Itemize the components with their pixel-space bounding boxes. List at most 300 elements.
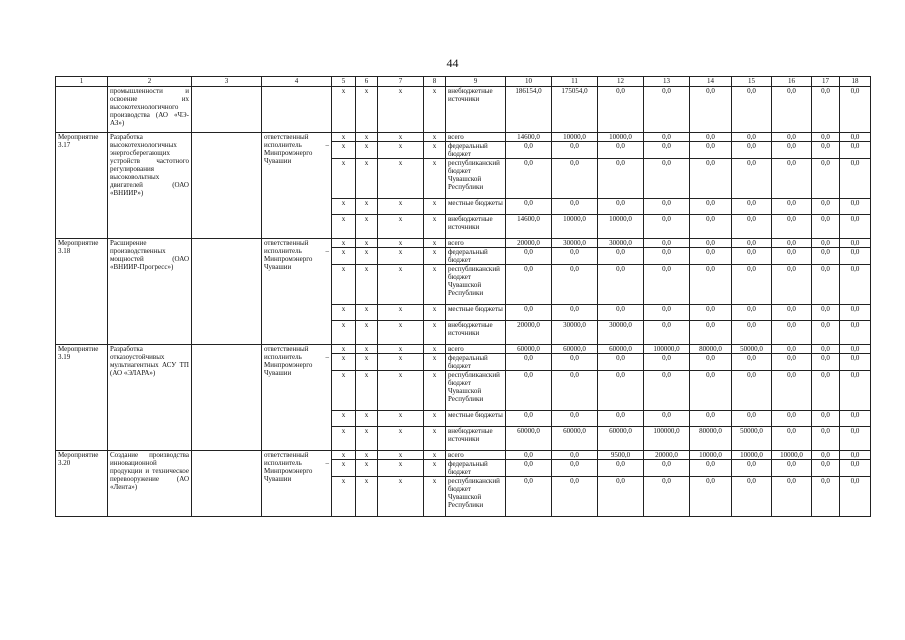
x-mark: х xyxy=(356,239,378,248)
x-mark: х xyxy=(332,460,356,477)
amount-cell: 0,0 xyxy=(644,199,690,215)
amount-cell: 30000,0 xyxy=(598,239,644,248)
x-mark: х xyxy=(378,411,424,427)
x-mark: х xyxy=(424,371,446,411)
amount-cell: 0,0 xyxy=(772,411,812,427)
x-mark: х xyxy=(424,142,446,159)
amount-cell: 0,0 xyxy=(506,265,552,305)
amount-cell: 0,0 xyxy=(506,248,552,265)
executor-cell: ответственный исполнитель – Минпромэнерго Чувашии xyxy=(262,133,332,239)
x-mark: х xyxy=(378,199,424,215)
amount-cell: 0,0 xyxy=(812,371,840,411)
amount-cell: 0,0 xyxy=(840,248,871,265)
executor-cell: ответственный исполнитель – Минпромэнерго Чувашии xyxy=(262,451,332,517)
program-table xyxy=(55,76,871,517)
amount-cell: 0,0 xyxy=(506,305,552,321)
amount-cell: 0,0 xyxy=(690,460,732,477)
amount-cell: 0,0 xyxy=(812,159,840,199)
amount-cell: 0,0 xyxy=(840,321,871,345)
amount-cell: 0,0 xyxy=(812,265,840,305)
amount-cell: 10000,0 xyxy=(772,451,812,460)
x-mark: х xyxy=(356,87,378,133)
x-mark: х xyxy=(332,321,356,345)
header-row xyxy=(56,77,871,87)
amount-cell: 0,0 xyxy=(772,477,812,517)
amount-cell: 0,0 xyxy=(840,305,871,321)
column-number: 8 xyxy=(424,77,446,87)
amount-cell: 0,0 xyxy=(732,239,772,248)
amount-cell: 0,0 xyxy=(506,354,552,371)
amount-cell: 0,0 xyxy=(552,159,598,199)
amount-cell: 0,0 xyxy=(772,305,812,321)
amount-cell: 0,0 xyxy=(552,411,598,427)
funding-source: всего xyxy=(446,239,506,248)
executor-cell: ответственный исполнитель – Минпромэнерго Чувашии xyxy=(262,345,332,451)
x-mark: х xyxy=(356,460,378,477)
amount-cell: 100000,0 xyxy=(644,427,690,451)
x-mark: х xyxy=(424,239,446,248)
amount-cell: 0,0 xyxy=(506,371,552,411)
amount-cell: 10000,0 xyxy=(598,133,644,142)
amount-cell: 14600,0 xyxy=(506,133,552,142)
amount-cell: 0,0 xyxy=(506,199,552,215)
amount-cell: 0,0 xyxy=(732,460,772,477)
column-number: 17 xyxy=(812,77,840,87)
amount-cell: 0,0 xyxy=(812,451,840,460)
amount-cell: 0,0 xyxy=(598,159,644,199)
measure-title: Разработка отказоустойчивых мультиагентных АСУ ТП (АО «ЭЛАРА») xyxy=(108,345,192,451)
x-mark: х xyxy=(356,142,378,159)
amount-cell: 0,0 xyxy=(840,460,871,477)
amount-cell: 0,0 xyxy=(732,371,772,411)
amount-cell: 20000,0 xyxy=(506,321,552,345)
amount-cell: 0,0 xyxy=(812,460,840,477)
page-number: 44 xyxy=(446,56,459,70)
amount-cell: 0,0 xyxy=(598,265,644,305)
amount-cell: 0,0 xyxy=(732,411,772,427)
x-mark: х xyxy=(378,87,424,133)
x-mark: х xyxy=(356,159,378,199)
x-mark: х xyxy=(332,411,356,427)
column-number: 13 xyxy=(644,77,690,87)
x-mark: х xyxy=(332,371,356,411)
x-mark: х xyxy=(424,133,446,142)
funding-source: внебюджетные источники xyxy=(446,87,506,133)
table-row xyxy=(56,345,871,354)
amount-cell: 0,0 xyxy=(732,305,772,321)
amount-cell: 0,0 xyxy=(772,345,812,354)
x-mark: х xyxy=(378,345,424,354)
x-mark: х xyxy=(332,239,356,248)
measure-title: Расширение производственных мощностей (ОАО «ВНИИР-Прогресс») xyxy=(108,239,192,345)
amount-cell: 0,0 xyxy=(840,427,871,451)
executor-cell: ответственный исполнитель – Минпромэнерго Чувашии xyxy=(262,239,332,345)
amount-cell: 0,0 xyxy=(552,142,598,159)
amount-cell: 0,0 xyxy=(690,354,732,371)
column-number: 18 xyxy=(840,77,871,87)
x-mark: х xyxy=(332,215,356,239)
x-mark: х xyxy=(378,142,424,159)
amount-cell: 0,0 xyxy=(840,215,871,239)
x-mark: х xyxy=(424,427,446,451)
x-mark: х xyxy=(332,199,356,215)
amount-cell: 0,0 xyxy=(812,142,840,159)
amount-cell: 0,0 xyxy=(644,133,690,142)
funding-source: местные бюджеты xyxy=(446,411,506,427)
amount-cell: 0,0 xyxy=(732,142,772,159)
amount-cell: 0,0 xyxy=(812,248,840,265)
x-mark: х xyxy=(424,411,446,427)
x-mark: х xyxy=(356,215,378,239)
amount-cell: 0,0 xyxy=(840,371,871,411)
amount-cell: 0,0 xyxy=(772,142,812,159)
amount-cell: 0,0 xyxy=(772,215,812,239)
x-mark: х xyxy=(356,321,378,345)
amount-cell: 0,0 xyxy=(552,265,598,305)
amount-cell: 0,0 xyxy=(772,460,812,477)
amount-cell: 186154,0 xyxy=(506,87,552,133)
x-mark: х xyxy=(332,133,356,142)
empty-cell xyxy=(192,239,262,345)
amount-cell: 0,0 xyxy=(506,460,552,477)
amount-cell: 10000,0 xyxy=(552,133,598,142)
amount-cell: 0,0 xyxy=(772,321,812,345)
executor-cell xyxy=(262,87,332,133)
x-mark: х xyxy=(356,133,378,142)
amount-cell: 0,0 xyxy=(552,451,598,460)
amount-cell: 0,0 xyxy=(690,133,732,142)
x-mark: х xyxy=(332,477,356,517)
amount-cell: 0,0 xyxy=(644,265,690,305)
amount-cell: 0,0 xyxy=(732,321,772,345)
amount-cell: 0,0 xyxy=(772,133,812,142)
amount-cell: 0,0 xyxy=(690,159,732,199)
column-number: 11 xyxy=(552,77,598,87)
x-mark: х xyxy=(424,265,446,305)
amount-cell: 10000,0 xyxy=(598,215,644,239)
amount-cell: 0,0 xyxy=(644,371,690,411)
amount-cell: 0,0 xyxy=(732,265,772,305)
column-number: 9 xyxy=(446,77,506,87)
x-mark: х xyxy=(378,477,424,517)
amount-cell: 0,0 xyxy=(552,248,598,265)
x-mark: х xyxy=(378,265,424,305)
amount-cell: 0,0 xyxy=(840,354,871,371)
amount-cell: 0,0 xyxy=(644,142,690,159)
x-mark: х xyxy=(332,159,356,199)
amount-cell: 0,0 xyxy=(812,87,840,133)
amount-cell: 0,0 xyxy=(812,427,840,451)
x-mark: х xyxy=(378,460,424,477)
x-mark: х xyxy=(332,265,356,305)
amount-cell: 20000,0 xyxy=(506,239,552,248)
amount-cell: 10000,0 xyxy=(732,451,772,460)
x-mark: х xyxy=(424,477,446,517)
x-mark: х xyxy=(332,354,356,371)
x-mark: х xyxy=(378,248,424,265)
table-row xyxy=(56,451,871,460)
amount-cell: 0,0 xyxy=(644,460,690,477)
amount-cell: 0,0 xyxy=(644,411,690,427)
funding-source: внебюджетные источники xyxy=(446,321,506,345)
amount-cell: 0,0 xyxy=(732,354,772,371)
table-row xyxy=(56,133,871,142)
amount-cell: 30000,0 xyxy=(552,239,598,248)
x-mark: х xyxy=(424,159,446,199)
column-number: 14 xyxy=(690,77,732,87)
amount-cell: 0,0 xyxy=(690,321,732,345)
amount-cell: 0,0 xyxy=(690,215,732,239)
amount-cell: 0,0 xyxy=(644,248,690,265)
x-mark: х xyxy=(424,87,446,133)
x-mark: х xyxy=(356,305,378,321)
x-mark: х xyxy=(378,427,424,451)
amount-cell: 0,0 xyxy=(840,87,871,133)
column-number: 5 xyxy=(332,77,356,87)
column-number: 4 xyxy=(262,77,332,87)
x-mark: х xyxy=(356,477,378,517)
x-mark: х xyxy=(424,199,446,215)
column-number: 15 xyxy=(732,77,772,87)
amount-cell: 10000,0 xyxy=(690,451,732,460)
x-mark: х xyxy=(332,345,356,354)
amount-cell: 0,0 xyxy=(772,159,812,199)
amount-cell: 0,0 xyxy=(840,142,871,159)
amount-cell: 30000,0 xyxy=(598,321,644,345)
amount-cell: 10000,0 xyxy=(552,215,598,239)
amount-cell: 0,0 xyxy=(598,248,644,265)
amount-cell: 0,0 xyxy=(690,411,732,427)
x-mark: х xyxy=(332,248,356,265)
funding-source: внебюджетные источники xyxy=(446,215,506,239)
funding-source: всего xyxy=(446,133,506,142)
amount-cell: 0,0 xyxy=(690,305,732,321)
x-mark: х xyxy=(424,345,446,354)
amount-cell: 0,0 xyxy=(552,371,598,411)
amount-cell: 0,0 xyxy=(732,248,772,265)
amount-cell: 0,0 xyxy=(812,411,840,427)
amount-cell: 0,0 xyxy=(506,451,552,460)
x-mark: х xyxy=(332,142,356,159)
measure-cell: Мероприятие 3.20 xyxy=(56,451,108,517)
funding-source: местные бюджеты xyxy=(446,199,506,215)
measure-cell: Мероприятие 3.17 xyxy=(56,133,108,239)
funding-source: всего xyxy=(446,451,506,460)
amount-cell: 0,0 xyxy=(812,321,840,345)
column-number: 6 xyxy=(356,77,378,87)
amount-cell: 0,0 xyxy=(732,133,772,142)
amount-cell: 50000,0 xyxy=(732,427,772,451)
amount-cell: 0,0 xyxy=(690,265,732,305)
funding-source: федеральный бюджет xyxy=(446,142,506,159)
amount-cell: 0,0 xyxy=(732,215,772,239)
measure-cell xyxy=(56,87,108,133)
amount-cell: 0,0 xyxy=(644,239,690,248)
x-mark: х xyxy=(332,87,356,133)
x-mark: х xyxy=(378,215,424,239)
empty-cell xyxy=(192,133,262,239)
x-mark: х xyxy=(356,427,378,451)
amount-cell: 60000,0 xyxy=(598,427,644,451)
x-mark: х xyxy=(356,248,378,265)
x-mark: х xyxy=(378,305,424,321)
amount-cell: 0,0 xyxy=(732,87,772,133)
amount-cell: 0,0 xyxy=(552,460,598,477)
x-mark: х xyxy=(424,451,446,460)
table-row xyxy=(56,239,871,248)
amount-cell: 0,0 xyxy=(598,87,644,133)
amount-cell: 0,0 xyxy=(840,411,871,427)
x-mark: х xyxy=(356,345,378,354)
amount-cell: 80000,0 xyxy=(690,427,732,451)
amount-cell: 0,0 xyxy=(732,159,772,199)
amount-cell: 0,0 xyxy=(598,411,644,427)
amount-cell: 0,0 xyxy=(644,215,690,239)
amount-cell: 60000,0 xyxy=(552,427,598,451)
amount-cell: 60000,0 xyxy=(506,345,552,354)
measure-cell: Мероприятие 3.19 xyxy=(56,345,108,451)
x-mark: х xyxy=(378,371,424,411)
amount-cell: 0,0 xyxy=(772,87,812,133)
amount-cell: 9500,0 xyxy=(598,451,644,460)
amount-cell: 100000,0 xyxy=(644,345,690,354)
funding-source: внебюджетные источники xyxy=(446,427,506,451)
x-mark: х xyxy=(356,371,378,411)
x-mark: х xyxy=(356,354,378,371)
x-mark: х xyxy=(378,354,424,371)
funding-source: федеральный бюджет xyxy=(446,460,506,477)
amount-cell: 0,0 xyxy=(812,199,840,215)
amount-cell: 0,0 xyxy=(506,159,552,199)
amount-cell: 0,0 xyxy=(812,215,840,239)
amount-cell: 0,0 xyxy=(840,477,871,517)
funding-source: всего xyxy=(446,345,506,354)
funding-source: республиканский бюджет Чувашской Республики xyxy=(446,265,506,305)
funding-source: республиканский бюджет Чувашской Республики xyxy=(446,477,506,517)
amount-cell: 0,0 xyxy=(598,354,644,371)
amount-cell: 0,0 xyxy=(644,321,690,345)
amount-cell: 0,0 xyxy=(690,87,732,133)
amount-cell: 30000,0 xyxy=(552,321,598,345)
amount-cell: 20000,0 xyxy=(644,451,690,460)
amount-cell: 0,0 xyxy=(732,477,772,517)
amount-cell: 0,0 xyxy=(552,354,598,371)
x-mark: х xyxy=(378,321,424,345)
amount-cell: 0,0 xyxy=(552,477,598,517)
amount-cell: 0,0 xyxy=(644,159,690,199)
column-number: 7 xyxy=(378,77,424,87)
x-mark: х xyxy=(424,215,446,239)
empty-cell xyxy=(192,451,262,517)
amount-cell: 0,0 xyxy=(598,305,644,321)
amount-cell: 0,0 xyxy=(840,133,871,142)
amount-cell: 60000,0 xyxy=(506,427,552,451)
x-mark: х xyxy=(378,133,424,142)
column-number: 3 xyxy=(192,77,262,87)
amount-cell: 0,0 xyxy=(772,199,812,215)
measure-title: Создание производства инновационной продукции и техническое перевооружение (АО «Лента») xyxy=(108,451,192,517)
x-mark: х xyxy=(378,239,424,248)
measure-cell: Мероприятие 3.18 xyxy=(56,239,108,345)
amount-cell: 0,0 xyxy=(840,451,871,460)
amount-cell: 0,0 xyxy=(506,142,552,159)
amount-cell: 0,0 xyxy=(506,477,552,517)
amount-cell: 0,0 xyxy=(598,477,644,517)
amount-cell: 50000,0 xyxy=(732,345,772,354)
amount-cell: 0,0 xyxy=(840,199,871,215)
amount-cell: 0,0 xyxy=(598,460,644,477)
amount-cell: 0,0 xyxy=(690,477,732,517)
funding-source: федеральный бюджет xyxy=(446,354,506,371)
amount-cell: 0,0 xyxy=(732,199,772,215)
amount-cell: 0,0 xyxy=(812,133,840,142)
measure-title: Разработка высокотехнологичных энергосберегающих устройств частотного регулирования высоковольтных двигателей (ОАО «ВНИИР») xyxy=(108,133,192,239)
amount-cell: 80000,0 xyxy=(690,345,732,354)
column-number: 10 xyxy=(506,77,552,87)
amount-cell: 0,0 xyxy=(840,239,871,248)
amount-cell: 0,0 xyxy=(644,305,690,321)
x-mark: х xyxy=(424,321,446,345)
empty-cell xyxy=(192,87,262,133)
amount-cell: 0,0 xyxy=(506,411,552,427)
amount-cell: 0,0 xyxy=(598,142,644,159)
amount-cell: 0,0 xyxy=(772,239,812,248)
amount-cell: 0,0 xyxy=(552,199,598,215)
amount-cell: 0,0 xyxy=(690,248,732,265)
amount-cell: 0,0 xyxy=(812,354,840,371)
x-mark: х xyxy=(332,427,356,451)
x-mark: х xyxy=(356,451,378,460)
amount-cell: 0,0 xyxy=(772,371,812,411)
amount-cell: 0,0 xyxy=(690,239,732,248)
amount-cell: 0,0 xyxy=(644,354,690,371)
column-number: 16 xyxy=(772,77,812,87)
amount-cell: 60000,0 xyxy=(598,345,644,354)
amount-cell: 0,0 xyxy=(772,265,812,305)
column-number: 1 xyxy=(56,77,108,87)
amount-cell: 0,0 xyxy=(644,87,690,133)
amount-cell: 0,0 xyxy=(840,345,871,354)
amount-cell: 0,0 xyxy=(772,248,812,265)
amount-cell: 0,0 xyxy=(598,371,644,411)
x-mark: х xyxy=(356,265,378,305)
funding-source: федеральный бюджет xyxy=(446,248,506,265)
amount-cell: 0,0 xyxy=(840,265,871,305)
amount-cell: 0,0 xyxy=(812,239,840,248)
measure-title: промышленности и освоение их высокотехнологичного производства (АО «ЧЭ-АЗ») xyxy=(108,87,192,133)
amount-cell: 0,0 xyxy=(812,477,840,517)
column-number: 2 xyxy=(108,77,192,87)
table-row xyxy=(56,87,871,133)
amount-cell: 0,0 xyxy=(644,477,690,517)
amount-cell: 0,0 xyxy=(552,305,598,321)
x-mark: х xyxy=(424,305,446,321)
amount-cell: 60000,0 xyxy=(552,345,598,354)
x-mark: х xyxy=(424,248,446,265)
empty-cell xyxy=(192,345,262,451)
amount-cell: 0,0 xyxy=(690,199,732,215)
amount-cell: 0,0 xyxy=(598,199,644,215)
x-mark: х xyxy=(356,199,378,215)
amount-cell: 0,0 xyxy=(772,354,812,371)
amount-cell: 14600,0 xyxy=(506,215,552,239)
funding-source: республиканский бюджет Чувашской Республики xyxy=(446,159,506,199)
x-mark: х xyxy=(356,411,378,427)
x-mark: х xyxy=(332,305,356,321)
x-mark: х xyxy=(424,460,446,477)
amount-cell: 0,0 xyxy=(812,345,840,354)
column-number: 12 xyxy=(598,77,644,87)
